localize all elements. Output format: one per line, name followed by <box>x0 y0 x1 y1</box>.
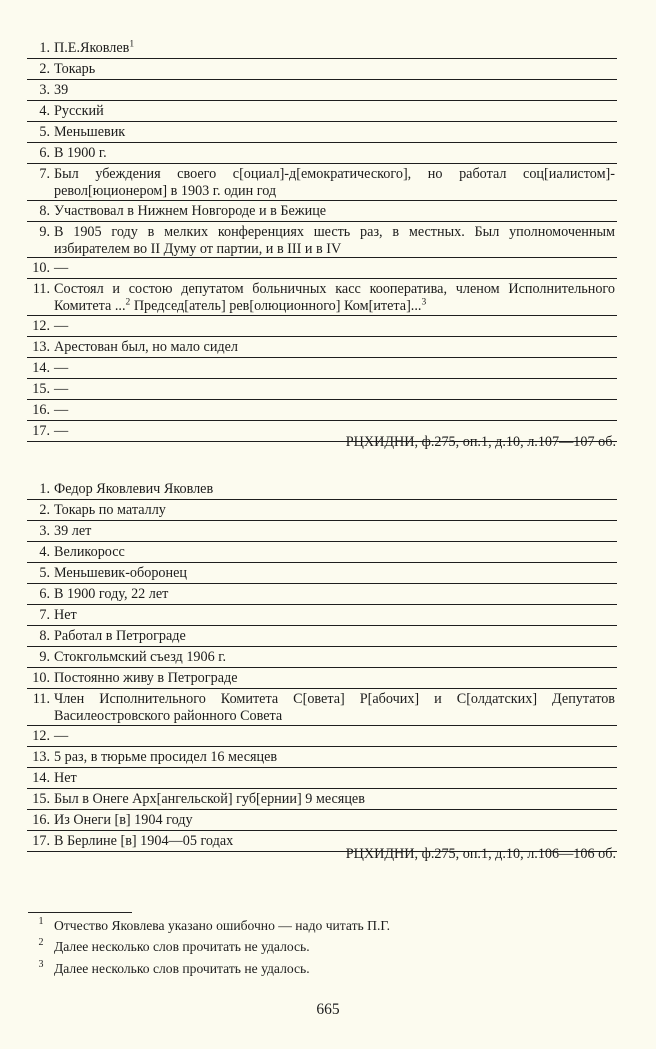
row-text: 39 <box>54 82 69 98</box>
row-number: 15. <box>32 380 50 397</box>
row-number: 7. <box>39 607 50 623</box>
row-text: Член Исполнительного Комитета С[овета] Р[абочих] и С[олдатских] Депутатов Василеостровского районного Совета <box>54 691 615 724</box>
table-row <box>27 668 617 689</box>
row-number: 1. <box>39 481 50 497</box>
table-row <box>27 768 617 789</box>
row-number: 16. <box>32 401 50 418</box>
row-text: Стокгольмский съезд 1906 г. <box>54 649 227 665</box>
row-number: 15. <box>32 790 50 807</box>
row-text: Участвовал в Нижнем Новгороде и в Бежице <box>54 202 327 219</box>
footnote-divider <box>28 912 132 913</box>
row-text: 5 раз, в тюрьме просидел 16 месяцев <box>54 748 278 765</box>
row-text <box>54 40 617 57</box>
row-text: Из Онеги [в] 1904 году <box>54 811 193 828</box>
table-row <box>27 584 617 605</box>
table-row <box>27 59 617 80</box>
table-row <box>27 201 617 222</box>
row-number: 5. <box>39 565 50 581</box>
row-number: 17. <box>32 832 50 849</box>
table-row <box>27 726 617 747</box>
row-number: 12. <box>32 727 50 744</box>
table-row <box>27 542 617 563</box>
row-number: 2. <box>39 61 50 77</box>
row-text: — <box>54 359 69 376</box>
row-number: 17. <box>32 422 50 439</box>
row-text-content: П.Е.Яковлев <box>54 40 130 56</box>
row-number: 16. <box>32 811 50 828</box>
table-row <box>27 316 617 337</box>
table-row <box>27 605 617 626</box>
table-row <box>27 689 617 726</box>
row-text: Работал в Петрограде <box>54 628 186 644</box>
questionnaire-2-table <box>27 479 617 852</box>
row-text: Меньшевик <box>54 124 126 140</box>
row-text: — <box>54 317 69 334</box>
archive-source-citation: РЦХИДНИ, ф.275, оп.1, д.10, л.106—106 об. <box>345 846 616 862</box>
row-text: Великоросс <box>54 544 125 560</box>
row-text: В Берлине [в] 1904—05 годах <box>54 832 234 849</box>
row-text: Меньшевик-оборонец <box>54 565 187 581</box>
table-row <box>27 101 617 122</box>
row-text: Постоянно живу в Петрограде <box>54 670 238 686</box>
table-row <box>27 122 617 143</box>
footnote-text: Далее несколько слов прочитать не удалось. <box>54 961 310 976</box>
row-number: 3. <box>39 523 50 539</box>
footnote-mark: 3 <box>38 959 44 970</box>
table-row <box>27 810 617 831</box>
row-text: В 1900 году, 22 лет <box>54 586 169 602</box>
table-row <box>27 164 617 201</box>
table-row <box>27 789 617 810</box>
row-number: 3. <box>39 82 50 98</box>
table-row <box>27 38 617 59</box>
row-text: Нет <box>54 607 77 623</box>
row-number: 14. <box>32 769 50 786</box>
row-number: 4. <box>39 544 50 560</box>
row-number: 8. <box>39 202 50 219</box>
row-number: 2. <box>39 502 50 518</box>
table-row <box>27 379 617 400</box>
table-row <box>27 479 617 500</box>
footnote-mark: 1 <box>38 916 44 927</box>
footnote-ref: 2 <box>125 297 131 308</box>
row-number: 6. <box>39 586 50 602</box>
row-text: Токарь по маталлу <box>54 502 166 518</box>
row-text: — <box>54 380 69 397</box>
archive-source-citation: РЦХИДНИ, ф.275, оп.1, д.10, л.107—107 об. <box>345 434 616 450</box>
row-number: 8. <box>39 628 50 644</box>
row-text: — <box>54 260 69 276</box>
row-text: — <box>54 727 69 744</box>
table-row <box>27 143 617 164</box>
row-number: 1. <box>39 40 50 56</box>
row-number: 11. <box>32 281 50 297</box>
row-number: 12. <box>32 317 50 334</box>
row-number: 4. <box>39 103 50 119</box>
row-text-part: Состоял и состою депутатом больничных касс кооператива, членом Исполнительного Комитета ... <box>54 281 615 314</box>
questionnaire-1-table <box>27 38 617 442</box>
row-text: Русский <box>54 103 104 119</box>
footnote <box>28 961 310 977</box>
table-row <box>27 279 617 316</box>
table-row <box>27 400 617 421</box>
footnote <box>28 918 390 934</box>
table-row <box>27 626 617 647</box>
table-row <box>27 80 617 101</box>
row-number: 7. <box>39 166 50 182</box>
table-row <box>27 222 617 259</box>
table-row <box>27 563 617 584</box>
row-text: Токарь <box>54 61 96 77</box>
row-number: 9. <box>39 649 50 665</box>
row-text: Арестован был, но мало сидел <box>54 338 239 355</box>
row-text: Нет <box>54 769 77 786</box>
row-text <box>54 281 617 313</box>
row-text: В 1900 г. <box>54 145 107 161</box>
row-text: — <box>54 401 69 418</box>
row-number: 5. <box>39 124 50 140</box>
row-text-part: Председ[атель] рев[олюционного] Ком[итета]... <box>130 298 422 314</box>
table-row <box>27 521 617 542</box>
table-row <box>27 747 617 768</box>
row-text: 39 лет <box>54 523 92 539</box>
row-number: 9. <box>39 223 50 240</box>
table-row <box>27 358 617 379</box>
row-number: 14. <box>32 359 50 376</box>
row-text: Был в Онеге Арх[ангельской] губ[ернии] 9 месяцев <box>54 790 365 807</box>
table-row <box>27 647 617 668</box>
row-text: — <box>54 422 69 439</box>
row-number: 11. <box>32 691 50 707</box>
row-number: 6. <box>39 145 50 161</box>
footnote-ref: 1 <box>129 39 135 50</box>
table-row <box>27 337 617 358</box>
table-row <box>27 258 617 279</box>
row-number: 13. <box>32 338 50 355</box>
row-number: 13. <box>32 748 50 765</box>
table-row <box>27 500 617 521</box>
footnote-text: Отчество Яковлева указано ошибочно — надо читать П.Г. <box>54 918 391 933</box>
row-text: Федор Яковлевич Яковлев <box>54 481 214 497</box>
footnote-ref: 3 <box>421 297 427 308</box>
row-text: Был убеждения своего с[оциал]-д[емократического], но работал соц[иалистом]-револ[юционером] в 1903 г. один год <box>54 166 615 199</box>
footnote <box>28 939 310 955</box>
page-number: 665 <box>316 1001 340 1018</box>
row-number: 10. <box>32 670 50 686</box>
row-text: В 1905 году в мелких конференциях шесть раз, в местных. Был уполномоченным избирателем во II Думу от партии, и в III и в IV <box>54 223 615 257</box>
footnote-mark: 2 <box>38 937 44 948</box>
footnote-text: Далее несколько слов прочитать не удалось. <box>54 939 310 954</box>
row-number: 10. <box>32 260 50 276</box>
